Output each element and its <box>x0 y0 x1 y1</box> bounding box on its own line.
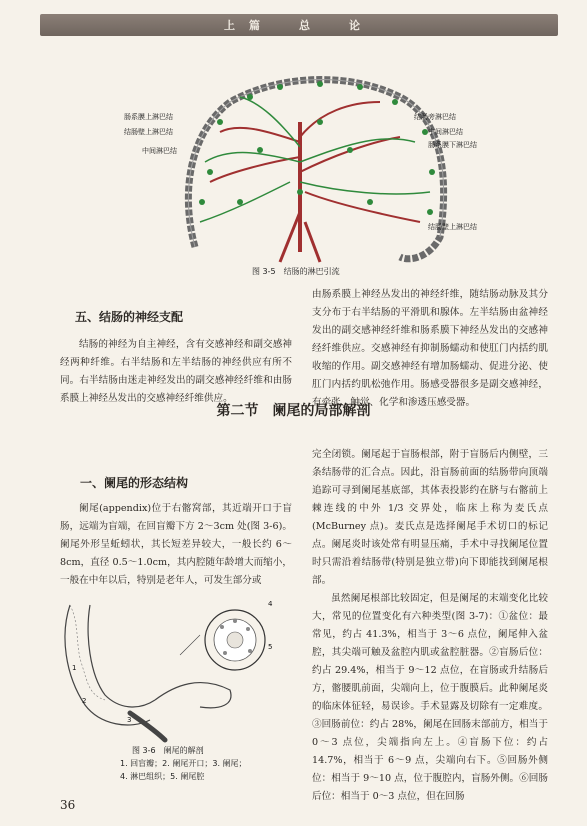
fig3-6-legend-line-1: 1. 回盲瓣；2. 阑尾开口；3. 阑尾； <box>120 759 247 768</box>
fig3-5-label-right-1: 结肠旁淋巴结 <box>414 113 456 121</box>
nerve-supply-paragraph-right: 由肠系膜上神经丛发出的神经纤维，随结肠动脉及其分支分布于右半结肠的平滑肌和腺体。左半结肠由盆神经发出的副交感神经纤维和肠系膜下神经丛发出的交感神经纤维供应。交感神经有抑制肠蠕动和使肛门内括约肌收缩的作用。副交感神经有增加肠蠕动、促进分泌、使肛门内括约肌松弛作用。肠感受器很多是副交感神经，有牵张、触觉、化学和渗透压感受器。 <box>312 289 548 408</box>
section-heading-nerve-supply: 五、结肠的神经支配 <box>75 310 184 324</box>
appendix-morphology-paragraph-right-1: 完全闭锁。阑尾起于盲肠根部，附于盲肠后内侧壁，三条结肠带的汇合点。因此，沿盲肠前面的结肠带向顶端追踪可寻到阑尾基底部，其体表投影约在脐与右髂前上棘连线的中外 1/3 交界处，临床上称为麦氏点(McBurney 点)。麦氏点是选择阑尾手术切口的标记点。阑尾炎时该处常有明显压痛，手术中寻找阑尾位置时只需沿着结肠带(特别是独立带)向下即能找到阑尾根部。 <box>312 449 548 586</box>
running-header-title: 上篇 总 论 <box>224 19 374 32</box>
appendix-morphology-paragraph-left: 阑尾(appendix)位于右髂窝部，其近端开口于盲肠，远端为盲端，在回盲瓣下方 2～3cm 处(图 3-6)。阑尾外形呈蚯蚓状，其长短差异较大，一般长约 6～8cm，直径 0.5～1.0cm，其内腔随年龄增大而缩小，一般在中年以后，特别是老年人，可发生部分或 <box>60 503 292 586</box>
fig3-5-label-left-1: 肠系膜上淋巴结 <box>124 113 173 121</box>
fig3-6-caption: 图 3-6 阑尾的解剖 <box>132 746 204 755</box>
fig3-6-callout-3: 3 <box>127 716 132 724</box>
appendix-morphology-paragraph-right-2: 虽然阑尾根部比较固定，但是阑尾的末端变化比较大，常见的位置变化有六种类型(图 3-7)：①盆位：最常见，约占 41.3%，相当于 3～6 点位，阑尾伸入盆腔，其尖端可触及盆腔内肌或盆腔脏器。②盲肠后位：约占 29.4%，相当于 9～12 点位，在盲肠或升结肠后方，髂腰肌前面，尖端向上，位于腹膜后。此种阑尾炎的临床体征轻，易误诊。手术显露及切除有一定难度。③回肠前位：约占 28%，阑尾在回肠末部前方，相当于 0～3 点位，尖端指向左上。④盲肠下位：约占 14.7%，相当于 6～9 点，尖端向右下。⑤回肠外侧位：相当于 9～10 点，位于腹腔内，盲肠外侧。⑥回肠后位：相当于 0～3 点位，但在回肠 <box>312 593 548 802</box>
fig3-6-callout-1: 1 <box>72 664 77 672</box>
fig3-6-callout-2: 2 <box>82 697 87 705</box>
fig3-5-label-right-2: 中间淋巴结 <box>428 128 463 136</box>
section-heading-appendix-morphology: 一、阑尾的形态结构 <box>80 476 189 490</box>
fig3-6-callout-4: 4 <box>268 600 273 608</box>
colon-lymph-drainage-illustration <box>120 62 480 267</box>
appendix-anatomy-illustration <box>60 595 280 745</box>
fig3-5-label-left-3: 中间淋巴结 <box>142 147 177 155</box>
fig3-5-label-right-4: 结肠壁上淋巴结 <box>428 223 477 231</box>
fig3-5-label-left-2: 结肠壁上淋巴结 <box>124 128 173 136</box>
running-header <box>40 14 558 36</box>
nerve-supply-paragraph-left: 结肠的神经为自主神经，含有交感神经和副交感神经两种纤维。右半结肠和左半结肠的神经供应有所不同。右半结肠由迷走神经发出的副交感神经纤维和由肠系膜上神经丛发出的交感神经纤维供应。 <box>60 339 292 404</box>
fig3-6-legend-line-2: 4. 淋巴组织；5. 阑尾腔 <box>120 772 205 781</box>
fig3-5-caption: 图 3-5 结肠的淋巴引流 <box>252 267 340 276</box>
fig3-5-label-right-3: 肠系膜下淋巴结 <box>428 141 477 149</box>
page-number: 36 <box>60 798 76 812</box>
chapter-title: 第二节 阑尾的局部解剖 <box>216 403 371 419</box>
fig3-6-callout-5: 5 <box>268 643 273 651</box>
